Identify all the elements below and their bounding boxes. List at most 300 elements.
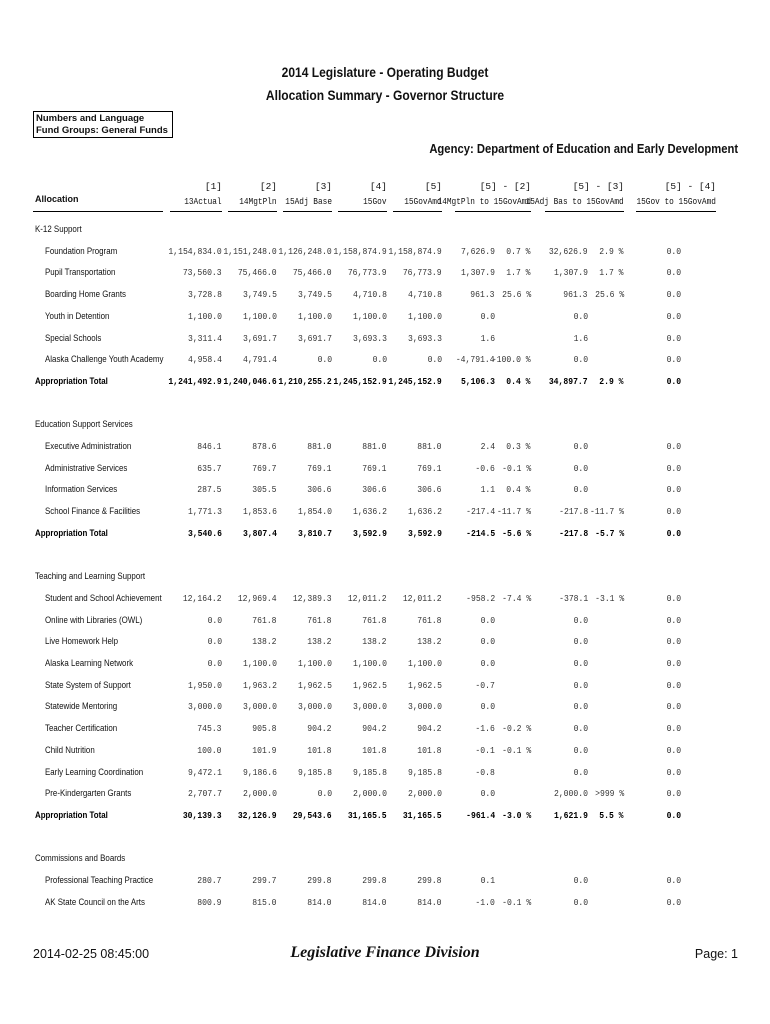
- table-cell: 0.0: [573, 484, 588, 496]
- table-cell: 306.6: [417, 484, 442, 496]
- row-label: State System of Support: [45, 679, 131, 690]
- table-cell: 9,186.6: [243, 766, 277, 778]
- table-cell: 0.0: [666, 527, 681, 539]
- section-header: [0, 419, 770, 433]
- table-cell: 0.0: [666, 310, 681, 322]
- table-cell: 32,126.9: [238, 809, 277, 821]
- appropriation-total-row: [0, 810, 770, 824]
- table-row: [0, 680, 770, 694]
- table-cell: 2.9 %: [599, 245, 624, 257]
- table-cell: 100.0: [197, 744, 222, 756]
- table-cell: 1,158,874.9: [333, 245, 387, 257]
- table-cell: 299.8: [362, 875, 387, 886]
- report-timestamp: 2014-02-25 08:45:00: [33, 947, 150, 961]
- table-cell: 1,854.0: [298, 506, 332, 518]
- table-cell: 0.0: [207, 658, 222, 669]
- table-cell: 2,000.0: [353, 788, 387, 800]
- table-cell: 299.8: [417, 875, 442, 886]
- table-cell: 0.0: [480, 310, 495, 322]
- table-cell: 2,000.0: [408, 788, 442, 800]
- table-row: [0, 333, 770, 347]
- fund-groups-box: [33, 111, 173, 138]
- row-label: Child Nutrition: [45, 744, 95, 755]
- table-cell: -1.0: [475, 896, 495, 908]
- table-cell: 1,240,046.6: [223, 375, 277, 387]
- table-row: [0, 311, 770, 325]
- row-label: Live Homework Help: [45, 636, 119, 647]
- table-cell: -217.8: [558, 506, 588, 518]
- appropriation-total-row: [0, 528, 770, 542]
- table-cell: 881.0: [307, 441, 332, 452]
- column-underline-7: [636, 211, 716, 212]
- table-cell: 4,958.4: [188, 354, 222, 366]
- agency-label: Agency: Department of Education and Early Development: [429, 142, 738, 156]
- appropriation-total-row: [0, 376, 770, 390]
- table-row: [0, 897, 770, 911]
- table-cell: 12,969.4: [238, 592, 277, 604]
- table-cell: 1,621.9: [554, 809, 588, 821]
- table-cell: 1.6: [480, 332, 495, 344]
- table-cell: 3,592.9: [353, 527, 387, 539]
- table-cell: 9,185.8: [298, 766, 332, 778]
- table-cell: 815.0: [252, 896, 277, 908]
- table-cell: 814.0: [307, 896, 332, 908]
- column-underline-1: [228, 211, 277, 212]
- table-cell: 0.0: [666, 788, 681, 800]
- column-underline-0: [170, 211, 222, 212]
- table-cell: 0.4 %: [506, 375, 531, 387]
- table-cell: 1,100.0: [243, 310, 277, 322]
- table-cell: -0.1 %: [501, 462, 531, 474]
- table-cell: -3.0 %: [501, 809, 531, 821]
- table-row: [0, 745, 770, 759]
- table-cell: 1,100.0: [408, 310, 442, 322]
- table-cell: 3,693.3: [408, 332, 442, 344]
- table-cell: 0.0: [666, 896, 681, 908]
- table-row: [0, 267, 770, 281]
- table-cell: 1,100.0: [298, 310, 332, 322]
- table-cell: -214.5: [465, 527, 495, 539]
- row-label: Information Services: [45, 484, 118, 495]
- column-number-1: [2]: [259, 181, 277, 192]
- row-label: Appropriation Total: [35, 527, 108, 538]
- table-cell: 1,100.0: [188, 310, 222, 322]
- table-cell: 3,810.7: [298, 527, 332, 539]
- table-cell: 1,962.5: [298, 679, 332, 691]
- table-cell: 1,210,255.2: [278, 375, 332, 387]
- table-cell: 0.3 %: [506, 441, 531, 452]
- table-cell: 1,853.6: [243, 506, 277, 518]
- table-cell: 800.9: [197, 896, 222, 908]
- row-label: Teacher Certification: [45, 723, 118, 734]
- table-cell: 3,311.4: [188, 332, 222, 344]
- column-name-0: 13Actual: [184, 196, 222, 207]
- table-cell: 3,749.5: [243, 289, 277, 301]
- row-label: Teaching and Learning Support: [35, 571, 146, 582]
- table-cell: -378.1: [558, 592, 588, 604]
- table-cell: 3,691.7: [243, 332, 277, 344]
- table-cell: 3,000.0: [408, 701, 442, 713]
- table-cell: 1,100.0: [408, 658, 442, 669]
- report-subtitle: Allocation Summary - Governor Structure: [265, 87, 505, 103]
- table-cell: 1.1: [480, 484, 495, 496]
- table-cell: 9,185.8: [408, 766, 442, 778]
- table-cell: 0.0: [666, 592, 681, 604]
- row-label: Commissions and Boards: [35, 853, 126, 864]
- table-cell: 878.6: [252, 441, 277, 452]
- row-label: Special Schools: [45, 332, 102, 343]
- table-cell: 1.7 %: [506, 267, 531, 279]
- table-cell: -958.2: [465, 592, 495, 604]
- table-cell: 1,962.5: [353, 679, 387, 691]
- table-row: [0, 701, 770, 715]
- table-cell: 0.0: [666, 701, 681, 713]
- table-cell: 306.6: [362, 484, 387, 496]
- table-cell: 1,241,492.9: [168, 375, 222, 387]
- table-cell: 0.0: [573, 679, 588, 691]
- table-cell: 1,100.0: [243, 658, 277, 669]
- spacer-row: [0, 832, 770, 846]
- table-cell: 0.0: [573, 766, 588, 778]
- table-cell: -0.7: [475, 679, 495, 691]
- table-cell: 1,126,248.0: [278, 245, 332, 257]
- column-underline-6: [545, 211, 624, 212]
- table-cell: 34,897.7: [549, 375, 588, 387]
- table-cell: 1,307.9: [554, 267, 588, 279]
- table-cell: 299.8: [307, 875, 332, 886]
- row-label: AK State Council on the Arts: [45, 896, 145, 907]
- table-cell: 0.0: [480, 788, 495, 800]
- table-cell: 761.8: [362, 614, 387, 626]
- row-label: Youth in Detention: [45, 310, 110, 321]
- table-cell: -4,791.4: [456, 354, 495, 366]
- table-cell: 280.7: [197, 875, 222, 886]
- table-cell: -7.4 %: [501, 592, 531, 604]
- table-cell: 769.1: [307, 462, 332, 474]
- table-cell: 2,000.0: [243, 788, 277, 800]
- row-label: Executive Administration: [45, 441, 132, 451]
- table-cell: 0.0: [666, 245, 681, 257]
- table-cell: 0.0: [666, 332, 681, 344]
- table-cell: 0.0: [666, 766, 681, 778]
- table-cell: 1,100.0: [353, 658, 387, 669]
- table-cell: 904.2: [362, 723, 387, 735]
- table-cell: 1,158,874.9: [388, 245, 442, 257]
- column-name-1: 14MgtPln: [239, 196, 277, 207]
- column-underline-3: [338, 211, 387, 212]
- report-title: 2014 Legislature - Operating Budget: [281, 64, 489, 80]
- table-cell: 0.0: [666, 744, 681, 756]
- table-cell: 1,100.0: [298, 658, 332, 669]
- table-cell: -0.1 %: [501, 744, 531, 756]
- table-cell: 3,728.8: [188, 289, 222, 301]
- table-cell: 9,185.8: [353, 766, 387, 778]
- column-number-3: [4]: [369, 181, 387, 192]
- table-row: [0, 289, 770, 303]
- table-cell: 0.0: [573, 875, 588, 886]
- table-cell: 0.0: [573, 636, 588, 648]
- column-underline-4: [393, 211, 442, 212]
- table-cell: -217.8: [558, 527, 588, 539]
- row-label: Boarding Home Grants: [45, 289, 127, 300]
- table-cell: 75,466.0: [293, 267, 332, 279]
- table-cell: 1,151,248.0: [223, 245, 277, 257]
- table-cell: 0.0: [573, 701, 588, 713]
- table-cell: 0.0: [573, 354, 588, 366]
- table-cell: 25.6 %: [594, 289, 624, 301]
- table-cell: 3,693.3: [353, 332, 387, 344]
- section-header: [0, 571, 770, 585]
- table-cell: 0.0: [573, 744, 588, 756]
- table-cell: 881.0: [417, 441, 442, 452]
- row-label: Professional Teaching Practice: [45, 875, 154, 885]
- table-cell: 0.0: [666, 723, 681, 735]
- table-cell: 138.2: [307, 636, 332, 648]
- table-cell: 0.4 %: [506, 484, 531, 496]
- table-cell: 769.7: [252, 462, 277, 474]
- table-cell: 3,000.0: [243, 701, 277, 713]
- table-cell: >999 %: [594, 788, 624, 800]
- table-cell: 3,592.9: [408, 527, 442, 539]
- division-signature: Legislative Finance Division: [290, 944, 480, 961]
- table-cell: 0.0: [317, 354, 332, 366]
- table-cell: 1,307.9: [461, 267, 495, 279]
- table-cell: 1,636.2: [353, 506, 387, 518]
- table-cell: 761.8: [252, 614, 277, 626]
- table-cell: 3,000.0: [298, 701, 332, 713]
- table-cell: -0.8: [475, 766, 495, 778]
- table-cell: 101.8: [307, 744, 332, 756]
- table-cell: -1.6: [475, 723, 495, 735]
- table-cell: 769.1: [417, 462, 442, 474]
- table-cell: 905.8: [252, 723, 277, 735]
- row-label: Appropriation Total: [35, 375, 108, 386]
- table-row: [0, 441, 770, 455]
- table-cell: 0.0: [666, 679, 681, 691]
- table-cell: 761.8: [307, 614, 332, 626]
- table-cell: 0.0: [573, 614, 588, 626]
- table-cell: -5.6 %: [501, 527, 531, 539]
- table-cell: 0.0: [666, 614, 681, 626]
- row-label: Appropriation Total: [35, 809, 108, 820]
- table-cell: 138.2: [362, 636, 387, 648]
- table-cell: 2.4: [480, 441, 495, 452]
- table-cell: 12,389.3: [293, 592, 332, 604]
- column-name-6: 15Adj Bas to 15GovAmd: [525, 196, 624, 207]
- table-cell: 1.7 %: [599, 267, 624, 279]
- table-cell: -11.7 %: [590, 506, 624, 518]
- table-cell: 814.0: [417, 896, 442, 908]
- table-cell: -5.7 %: [594, 527, 624, 539]
- table-cell: 1.6: [573, 332, 588, 344]
- header-underline: [33, 211, 163, 212]
- table-cell: 4,710.8: [353, 289, 387, 301]
- table-cell: 25.6 %: [501, 289, 531, 301]
- table-row: [0, 506, 770, 520]
- table-cell: -961.4: [465, 809, 495, 821]
- table-cell: 4,710.8: [408, 289, 442, 301]
- table-cell: 3,691.7: [298, 332, 332, 344]
- row-label: Pre-Kindergarten Grants: [45, 788, 132, 799]
- table-row: [0, 354, 770, 368]
- column-underline-2: [283, 211, 332, 212]
- column-name-7: 15Gov to 15GovAmd: [636, 196, 716, 207]
- table-cell: 0.0: [573, 896, 588, 908]
- column-name-3: 15Gov: [363, 196, 387, 207]
- table-cell: 0.7 %: [506, 245, 531, 257]
- table-cell: 2,707.7: [188, 788, 222, 800]
- table-cell: 0.0: [573, 310, 588, 322]
- table-cell: 0.0: [666, 809, 681, 821]
- table-cell: 0.0: [317, 788, 332, 800]
- table-cell: -0.1 %: [501, 896, 531, 908]
- column-name-5: 14MgtPln to 15GovAmd: [437, 196, 531, 207]
- table-cell: -0.1: [475, 744, 495, 756]
- row-label: Statewide Mentoring: [45, 701, 118, 712]
- table-cell: -11.7 %: [497, 506, 531, 518]
- column-number-6: [5] - [3]: [572, 181, 624, 192]
- fund-box-line2: Fund Groups: General Funds: [36, 125, 168, 136]
- row-label: Pupil Transportation: [45, 267, 116, 278]
- table-row: [0, 875, 770, 889]
- table-cell: 101.8: [417, 744, 442, 756]
- table-cell: 0.0: [666, 506, 681, 518]
- table-cell: 635.7: [197, 462, 222, 474]
- table-cell: 904.2: [417, 723, 442, 735]
- table-cell: 0.0: [480, 614, 495, 626]
- table-cell: 0.0: [666, 267, 681, 279]
- row-label: School Finance & Facilities: [45, 506, 141, 517]
- table-cell: 0.0: [666, 441, 681, 452]
- column-number-0: [1]: [204, 181, 222, 192]
- table-cell: 846.1: [197, 441, 222, 452]
- table-cell: 29,543.6: [293, 809, 332, 821]
- table-cell: 0.0: [480, 636, 495, 648]
- row-label: Foundation Program: [45, 245, 118, 256]
- table-cell: 3,000.0: [188, 701, 222, 713]
- table-cell: 1,245,152.9: [333, 375, 387, 387]
- table-row: [0, 463, 770, 477]
- table-cell: 1,636.2: [408, 506, 442, 518]
- table-cell: 2,000.0: [554, 788, 588, 800]
- table-cell: 881.0: [362, 441, 387, 452]
- table-cell: 76,773.9: [403, 267, 442, 279]
- table-cell: 1,962.5: [408, 679, 442, 691]
- section-header: [0, 853, 770, 867]
- column-name-4: 15GovAmd: [404, 196, 442, 207]
- table-row: [0, 658, 770, 672]
- table-row: [0, 636, 770, 650]
- row-label: Alaska Learning Network: [45, 658, 134, 668]
- table-cell: 3,000.0: [353, 701, 387, 713]
- table-cell: 12,011.2: [348, 592, 387, 604]
- table-cell: 0.0: [480, 658, 495, 669]
- table-cell: 138.2: [417, 636, 442, 648]
- table-cell: 31,165.5: [403, 809, 442, 821]
- table-cell: 101.9: [252, 744, 277, 756]
- table-cell: 0.0: [372, 354, 387, 366]
- table-cell: 0.0: [666, 462, 681, 474]
- table-cell: 814.0: [362, 896, 387, 908]
- row-label: Student and School Achievement: [45, 592, 162, 603]
- table-cell: 761.8: [417, 614, 442, 626]
- section-header: [0, 224, 770, 238]
- table-cell: 769.1: [362, 462, 387, 474]
- table-cell: 1,100.0: [353, 310, 387, 322]
- table-cell: 287.5: [197, 484, 222, 496]
- table-cell: 30,139.3: [183, 809, 222, 821]
- table-cell: -100.0 %: [492, 354, 531, 366]
- table-cell: 904.2: [307, 723, 332, 735]
- table-cell: 3,807.4: [243, 527, 277, 539]
- table-cell: 0.0: [207, 614, 222, 626]
- table-row: [0, 615, 770, 629]
- table-cell: 0.0: [666, 354, 681, 366]
- table-cell: 0.0: [666, 636, 681, 648]
- row-label: Alaska Challenge Youth Academy: [45, 354, 164, 365]
- column-number-5: [5] - [2]: [479, 181, 531, 192]
- table-cell: 0.0: [666, 289, 681, 301]
- table-row: [0, 246, 770, 260]
- table-row: [0, 767, 770, 781]
- table-cell: 0.0: [666, 375, 681, 387]
- table-cell: 32,626.9: [549, 245, 588, 257]
- table-cell: 31,165.5: [348, 809, 387, 821]
- table-cell: 745.3: [197, 723, 222, 735]
- table-row: [0, 723, 770, 737]
- column-number-7: [5] - [4]: [664, 181, 716, 192]
- table-cell: 73,560.3: [183, 267, 222, 279]
- table-cell: 299.7: [252, 875, 277, 886]
- row-label: Early Learning Coordination: [45, 766, 144, 777]
- table-cell: 0.1: [480, 875, 495, 886]
- table-cell: 101.8: [362, 744, 387, 756]
- table-cell: 0.0: [480, 701, 495, 713]
- table-cell: 0.0: [666, 484, 681, 496]
- table-cell: 2.9 %: [599, 375, 624, 387]
- table-row: [0, 484, 770, 498]
- fund-box-line1: Numbers and Language: [36, 113, 145, 124]
- row-label: Education Support Services: [35, 419, 133, 430]
- table-cell: 0.0: [573, 723, 588, 735]
- spacer-row: [0, 550, 770, 564]
- column-number-2: [3]: [314, 181, 332, 192]
- table-cell: 3,540.6: [188, 527, 222, 539]
- table-cell: -217.4: [465, 506, 495, 518]
- row-label: Online with Libraries (OWL): [45, 614, 143, 625]
- table-cell: 0.0: [207, 636, 222, 648]
- table-cell: 961.3: [470, 289, 495, 301]
- page-number: Page: 1: [694, 947, 738, 961]
- table-cell: 12,011.2: [403, 592, 442, 604]
- table-cell: 138.2: [252, 636, 277, 648]
- table-cell: 75,466.0: [238, 267, 277, 279]
- table-cell: 1,154,834.0: [168, 245, 222, 257]
- table-cell: 5,106.3: [461, 375, 495, 387]
- table-cell: 1,245,152.9: [388, 375, 442, 387]
- table-cell: -0.6: [475, 462, 495, 474]
- table-cell: 1,963.2: [243, 679, 277, 691]
- table-cell: 305.5: [252, 484, 277, 496]
- table-cell: 1,771.3: [188, 506, 222, 518]
- allocation-column-header: Allocation: [35, 194, 79, 204]
- column-underline-5: [455, 211, 531, 212]
- table-cell: 7,626.9: [461, 245, 495, 257]
- column-name-2: 15Adj Base: [285, 196, 332, 207]
- row-label: Administrative Services: [45, 462, 128, 473]
- table-cell: 0.0: [573, 658, 588, 669]
- table-cell: 0.0: [427, 354, 442, 366]
